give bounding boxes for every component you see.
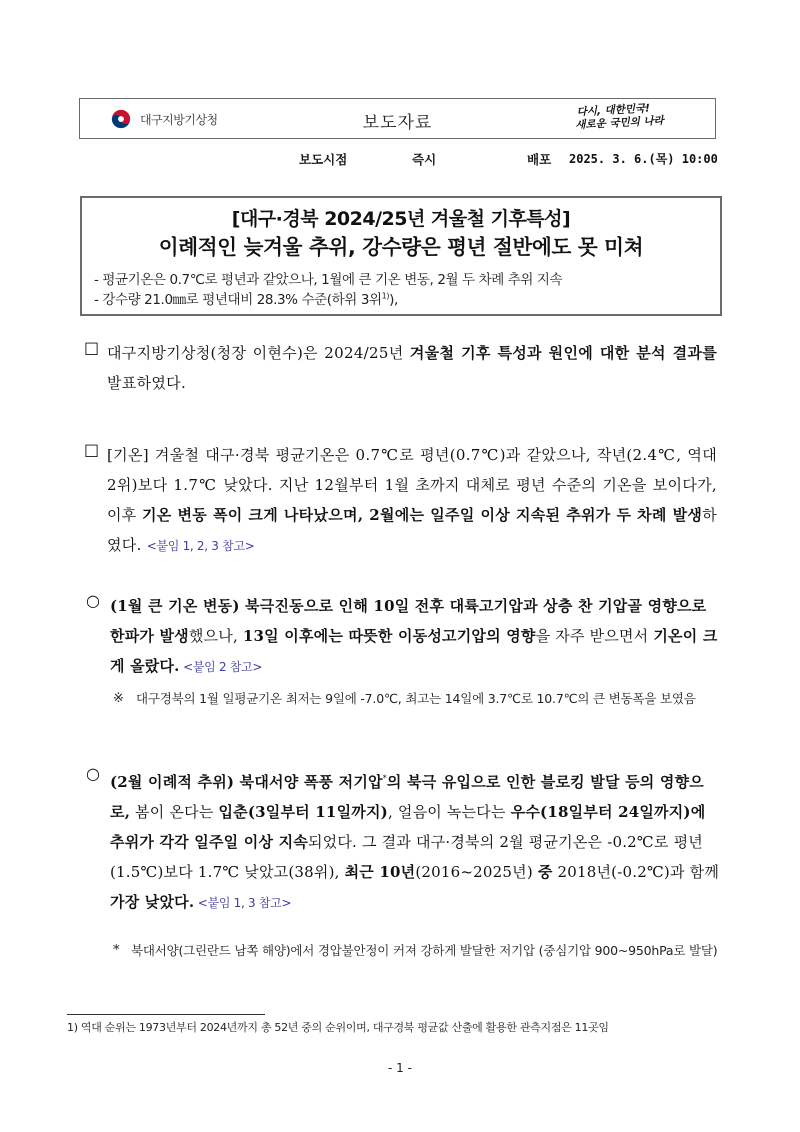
slogan (576, 102, 664, 132)
summary-bullet-temperature: - 평균기온은 0.7℃로 평년과 같았으나, 1월에 큰 기온 변동, 2월 두 차례 추위 지속 (94, 272, 563, 288)
summary-bullet-tail: ), (389, 292, 398, 308)
feb-text-1: 봄이 온다는 (130, 803, 219, 821)
distribution-label: 배포 (527, 152, 552, 167)
attachment-reference: <붙임 1, 2, 3 참고> (146, 539, 255, 553)
release-time-value: 즉시 (412, 152, 437, 167)
feb-bold-4: 우수(18일부터 24일까지)에 추위가 각각 일주일 이상 지속 (110, 803, 706, 851)
intro-paragraph (107, 338, 717, 398)
jan-bold-2: 13일 이후에는 따뜻한 이동성고기압의 영향 (242, 627, 536, 645)
storm-note: 북대서양(그린란드 남쪽 해양)에서 경압불안정이 커져 강하게 발달한 저기압 (중심기압 900~950hPa로 발달) (131, 943, 718, 958)
asterisk-icon: * (113, 943, 120, 958)
jan-bold-1: (1월 큰 기온 변동) 북극진동으로 인해 10일 전후 대륙고기압과 상층 찬 기압골 영향으로 한파가 발생 (110, 597, 707, 645)
page-number: - 1 - (388, 1061, 412, 1075)
jan-text-1: 했으나, (188, 627, 243, 645)
temperature-bold-text: 기온 변동 폭이 크게 나타났으며, 2월에는 일주일 이상 지속된 추위가 두 차례 발생 (142, 506, 703, 524)
summary-headline: 이례적인 늦겨울 추위, 강수량은 평년 절반에도 못 미쳐 (158, 235, 644, 259)
circle-bullet-icon: ○ (86, 764, 100, 783)
document-type: 보도자료 (362, 113, 433, 133)
header-box (79, 98, 716, 139)
intro-bold-text: 겨울철 기후 특성과 원인에 대한 분석 결과를 (409, 344, 718, 362)
footnote-ref[interactable]: 1) (381, 291, 390, 301)
slogan-line2: 새로운 국민의 나라 (574, 114, 664, 132)
slogan-line1: 다시, 대한민국! (575, 102, 650, 119)
square-bullet-icon: □ (84, 338, 100, 357)
release-time-label: 보도시점 (299, 152, 348, 167)
footnote-divider (67, 1014, 265, 1015)
square-bullet-icon: □ (84, 440, 100, 459)
feb-bold-1: (2월 이례적 추위) 북대서양 폭풍 저기압 (110, 773, 383, 791)
february-cold-paragraph (110, 764, 720, 918)
january-variation-paragraph (110, 591, 720, 682)
footnote: 1) 역대 순위는 1973년부터 2024년까지 총 52년 중의 순위이며, 대구경북 평균값 산출에 활용한 관측지점은 11곳임 (67, 1021, 609, 1034)
feb-bold-3: 입춘(3일부터 11일까지) (218, 803, 388, 821)
attachment-reference: <붙임 1, 3 참고> (194, 896, 292, 910)
reference-mark-icon: ※ (113, 691, 124, 706)
intro-text-end: 발표하였다. (107, 374, 187, 392)
feb-text-4: (2016~2025년) (415, 863, 538, 881)
feb-bold-7: 가장 낮았다. (110, 893, 195, 911)
temperature-text-end: 하였다. (107, 506, 717, 554)
summary-bullet-text: - 강수량 21.0㎜로 평년대비 28.3% 수준(하위 3위 (94, 292, 382, 308)
feb-text-3: 되었다. 그 결과 대구·경북의 2월 평균기온은 -0.2℃로 평년(1.5℃)보다 1.7℃ 낮았고(38위), (110, 833, 703, 881)
distribution-datetime: 2025. 3. 6.(목) 10:00 (569, 152, 718, 166)
summary-title-line1: [대구·경북 2024/25년 겨울철 기후특성] (231, 208, 571, 230)
intro-text: 대구지방기상청(청장 이현수)은 2024/25년 (107, 344, 410, 362)
summary-bullet-precipitation (94, 288, 398, 308)
feb-bold-6: 중 (537, 863, 553, 881)
circle-bullet-icon: ○ (86, 591, 100, 610)
feb-bold-5: 최근 10년 (344, 863, 416, 881)
jan-bold-3: 기온이 크게 올랐다. (110, 627, 718, 675)
temperature-text: [기온] 겨울철 대구·경북 평균기온은 0.7℃로 평년(0.7℃)과 같았으나, 작년(2.4℃, 역대 2위)보다 1.7℃ 낮았다. 지난 12월부터 1월 초까지 대체로 평년 수준의 기온을 보이다가, 이후 (107, 446, 717, 524)
summary-box (80, 196, 722, 316)
feb-bold-2: 의 북극 유입으로 인한 블로킹 발달 등의 영향으로, (110, 773, 704, 821)
attachment-reference: <붙임 2 참고> (179, 660, 263, 674)
asterisk-ref: * (382, 774, 387, 783)
agency-name: 대구지방기상청 (140, 112, 218, 127)
feb-text-2: , 얼음이 녹는다는 (387, 803, 511, 821)
feb-text-5: 2018년(-0.2℃)과 함께 (552, 863, 720, 881)
jan-text-2: 을 자주 받으면서 (535, 627, 654, 645)
temperature-paragraph (107, 440, 717, 561)
january-note: 대구경북의 1월 일평균기온 최저는 9일에 -7.0℃, 최고는 14일에 3.7℃로 10.7℃의 큰 변동폭을 보였음 (136, 691, 696, 706)
